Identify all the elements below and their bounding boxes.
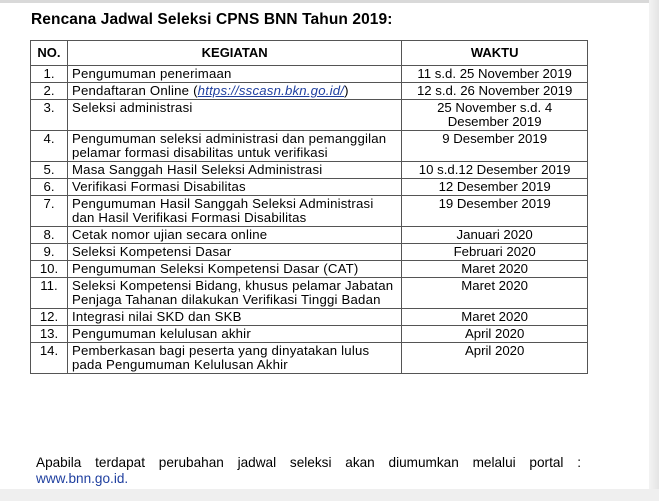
table-row bbox=[31, 131, 588, 162]
row-kegiatan: Verifikasi Formasi Disabilitas bbox=[67, 179, 401, 196]
row-kegiatan: Pengumuman Seleksi Kompetensi Dasar (CAT) bbox=[67, 261, 401, 278]
row-waktu: Maret 2020 bbox=[402, 309, 588, 326]
table-row bbox=[31, 179, 588, 196]
table-row bbox=[31, 83, 588, 100]
row-waktu: 11 s.d. 25 November 2019 bbox=[402, 66, 588, 83]
row-no: 4. bbox=[31, 131, 68, 162]
row-kegiatan: Pengumuman Hasil Sanggah Seleksi Administrasi dan Hasil Verifikasi Formasi Disabilitas bbox=[67, 196, 401, 227]
table-row bbox=[31, 244, 588, 261]
row-no: 9. bbox=[31, 244, 68, 261]
table-row bbox=[31, 343, 588, 374]
row-no: 3. bbox=[31, 100, 68, 131]
row-no: 8. bbox=[31, 227, 68, 244]
table-row bbox=[31, 227, 588, 244]
row-no: 12. bbox=[31, 309, 68, 326]
row-no: 13. bbox=[31, 326, 68, 343]
row-waktu: 19 Desember 2019 bbox=[402, 196, 588, 227]
document-title: Rencana Jadwal Seleksi CPNS BNN Tahun 2019: bbox=[31, 11, 393, 28]
table-row bbox=[31, 196, 588, 227]
row-no: 11. bbox=[31, 278, 68, 309]
bnn-portal-link[interactable]: www.bnn.go.id. bbox=[36, 471, 129, 486]
row-kegiatan: Pemberkasan bagi peserta yang dinyatakan lulus pada Pengumuman Kelulusan Akhir bbox=[67, 343, 401, 374]
row-kegiatan bbox=[67, 83, 401, 100]
row-kegiatan: Seleksi administrasi bbox=[67, 100, 401, 131]
row-waktu: April 2020 bbox=[402, 343, 588, 374]
header-no: NO. bbox=[31, 41, 68, 66]
row-no: 14. bbox=[31, 343, 68, 374]
footnote bbox=[36, 455, 581, 487]
row-waktu: 9 Desember 2019 bbox=[402, 131, 588, 162]
kegiatan-suffix: ) bbox=[344, 83, 349, 98]
row-no: 1. bbox=[31, 66, 68, 83]
footnote-text: Apabila terdapat perubahan jadwal seleksi akan diumumkan melalui portal : bbox=[36, 455, 581, 470]
table-row bbox=[31, 309, 588, 326]
row-kegiatan: Cetak nomor ujian secara online bbox=[67, 227, 401, 244]
row-kegiatan: Masa Sanggah Hasil Seleksi Administrasi bbox=[67, 162, 401, 179]
row-kegiatan: Seleksi Kompetensi Dasar bbox=[67, 244, 401, 261]
row-no: 10. bbox=[31, 261, 68, 278]
table-row bbox=[31, 278, 588, 309]
row-no: 6. bbox=[31, 179, 68, 196]
kegiatan-prefix: Pendaftaran Online ( bbox=[71, 83, 198, 98]
row-waktu: April 2020 bbox=[402, 326, 588, 343]
row-no: 7. bbox=[31, 196, 68, 227]
row-waktu: Maret 2020 bbox=[402, 278, 588, 309]
row-waktu: 12 Desember 2019 bbox=[402, 179, 588, 196]
header-kegiatan: KEGIATAN bbox=[67, 41, 401, 66]
sscasn-link[interactable]: https://sscasn.bkn.go.id/ bbox=[197, 83, 345, 98]
page-right-edge bbox=[649, 0, 659, 501]
page-top-edge bbox=[0, 0, 659, 3]
row-kegiatan: Pengumuman kelulusan akhir bbox=[67, 326, 401, 343]
table-row bbox=[31, 261, 588, 278]
row-kegiatan: Integrasi nilai SKD dan SKB bbox=[67, 309, 401, 326]
row-waktu: 12 s.d. 26 November 2019 bbox=[402, 83, 588, 100]
row-kegiatan: Pengumuman penerimaan bbox=[67, 66, 401, 83]
page-bottom-edge bbox=[0, 489, 659, 501]
row-waktu: 25 November s.d. 4 Desember 2019 bbox=[402, 100, 588, 131]
row-no: 2. bbox=[31, 83, 68, 100]
header-waktu: WAKTU bbox=[402, 41, 588, 66]
row-waktu: 10 s.d.12 Desember 2019 bbox=[402, 162, 588, 179]
row-waktu: Januari 2020 bbox=[402, 227, 588, 244]
row-waktu: Februari 2020 bbox=[402, 244, 588, 261]
schedule-table bbox=[30, 40, 588, 374]
table-row bbox=[31, 66, 588, 83]
table-header-row bbox=[31, 41, 588, 66]
table-row bbox=[31, 326, 588, 343]
row-kegiatan: Seleksi Kompetensi Bidang, khusus pelamar Jabatan Penjaga Tahanan dilakukan Verifikasi Tinggi Badan bbox=[67, 278, 401, 309]
table-row bbox=[31, 162, 588, 179]
row-waktu: Maret 2020 bbox=[402, 261, 588, 278]
row-no: 5. bbox=[31, 162, 68, 179]
row-kegiatan: Pengumuman seleksi administrasi dan pemanggilan pelamar formasi disabilitas untuk verifikasi bbox=[67, 131, 401, 162]
table-row bbox=[31, 100, 588, 131]
